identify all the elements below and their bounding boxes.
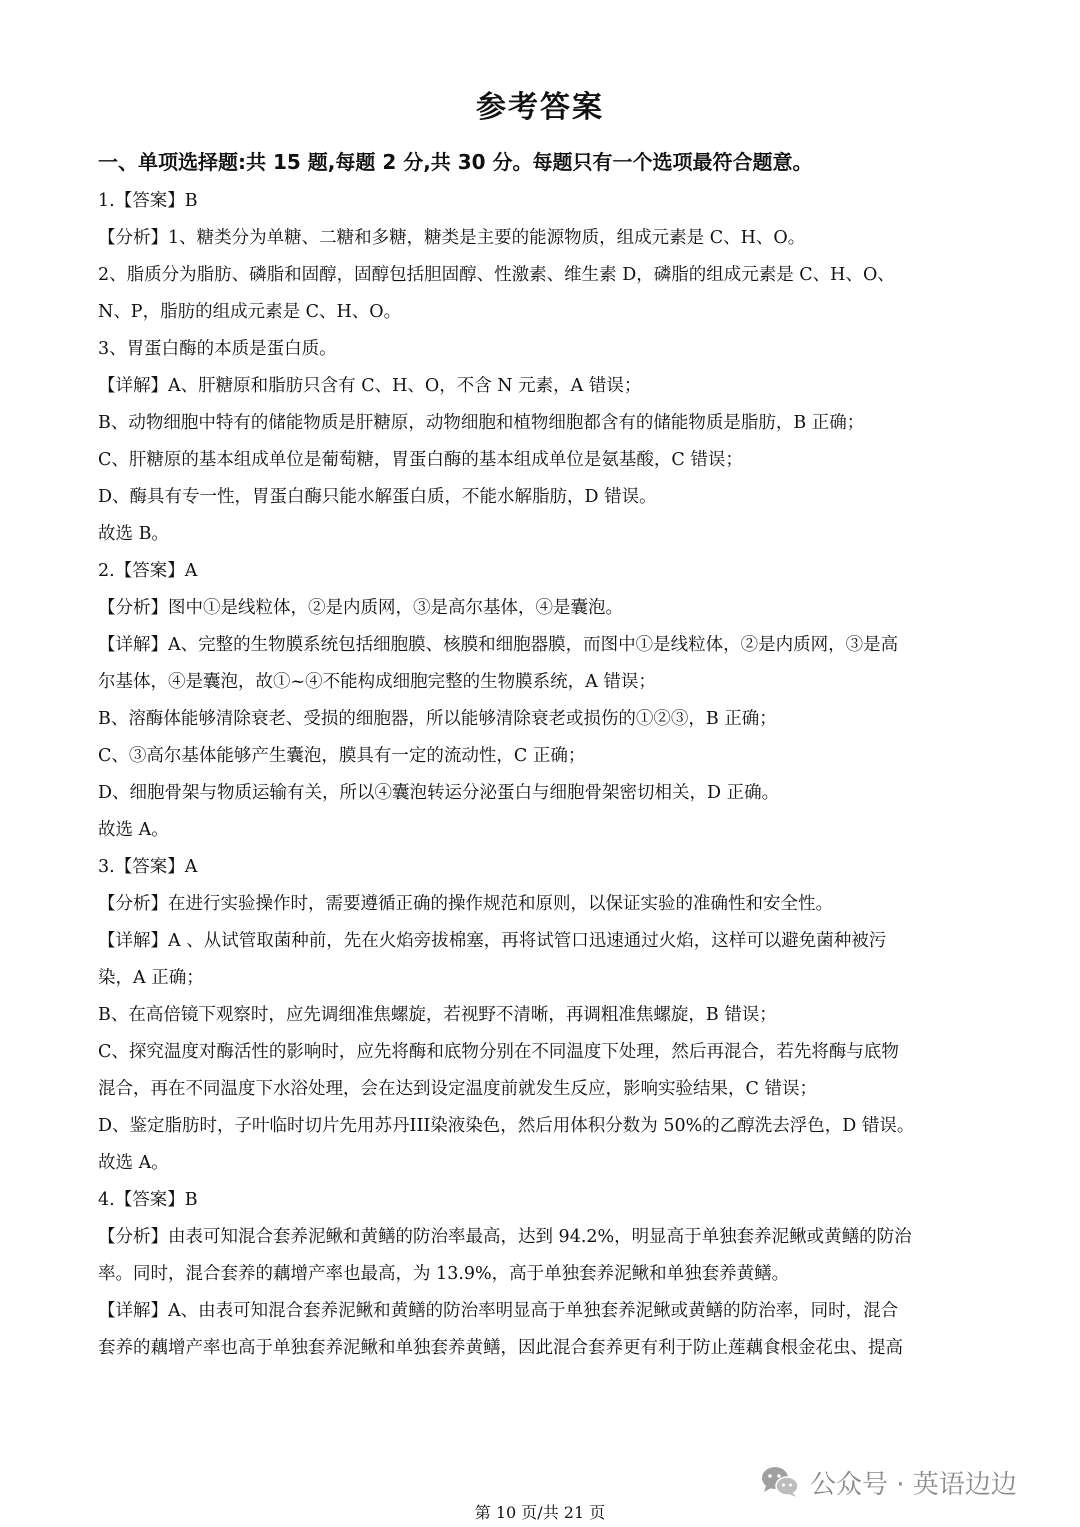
text-line: 2、脂质分为脂肪、磷脂和固醇，固醇包括胆固醇、性激素、维生素 D，磷脂的组成元素是 C、H、O、 [98, 265, 895, 285]
text-line: 3、胃蛋白酶的本质是蛋白质。 [98, 339, 337, 359]
text-line: C、探究温度对酶活性的影响时，应先将酶和底物分别在不同温度下处理，然后再混合，若先将酶与底物 [98, 1042, 899, 1062]
text-line: 混合，再在不同温度下水浴处理，会在达到设定温度前就发生反应，影响实验结果，C 错误； [98, 1079, 817, 1099]
text-line: C、③高尔基体能够产生囊泡，膜具有一定的流动性，C 正确； [98, 746, 586, 766]
text-line: 率。同时，混合套养的藕增产率也最高，为 13.9%，高于单独套养泥鳅和单独套养黄鳝。 [98, 1264, 790, 1284]
watermark-text: 公众号 · 英语边边 [810, 1469, 1017, 1500]
text-line: D、细胞骨架与物质运输有关，所以④囊泡转运分泌蛋白与细胞骨架密切相关，D 正确。 [98, 783, 780, 803]
text-line: 【分析】图中①是线粒体，②是内质网，③是高尔基体，④是囊泡。 [98, 598, 623, 618]
text-line: B、动物细胞中特有的储能物质是肝糖原，动物细胞和植物细胞都含有的储能物质是脂肪，B 正确； [98, 413, 865, 433]
text-line: B、溶酶体能够清除衰老、受损的细胞器，所以能够清除衰老或损伤的①②③，B 正确； [98, 709, 777, 729]
watermark [760, 1462, 1017, 1502]
text-line: B、在高倍镜下观察时，应先调细准焦螺旋，若视野不清晰，再调粗准焦螺旋，B 错误； [98, 1005, 777, 1025]
text-line: 【分析】在进行实验操作时，需要遵循正确的操作规范和原则，以保证实验的准确性和安全性。 [98, 894, 833, 914]
text-line: D、酶具有专一性，胃蛋白酶只能水解蛋白质，不能水解脂肪，D 错误。 [98, 487, 657, 507]
text-line: 3.【答案】A [98, 857, 198, 877]
text-line: 【分析】由表可知混合套养泥鳅和黄鳝的防治率最高，达到 94.2%，明显高于单独套养泥鳅或黄鳝的防治 [98, 1227, 912, 1247]
text-line: 故选 A。 [98, 820, 169, 840]
text-line: 2.【答案】A [98, 561, 198, 581]
text-line: C、肝糖原的基本组成单位是葡萄糖，胃蛋白酶的基本组成单位是氨基酸，C 错误； [98, 450, 743, 470]
text-line: 1.【答案】B [98, 191, 198, 211]
text-line: 【详解】A、完整的生物膜系统包括细胞膜、核膜和细胞器膜，而图中①是线粒体，②是内质网，③是高 [98, 635, 899, 655]
text-line: 【分析】1、糖类分为单糖、二糖和多糖，糖类是主要的能源物质，组成元素是 C、H、O。 [98, 228, 806, 248]
text-line: 【详解】A、肝糖原和脂肪只含有 C、H、O，不含 N 元素，A 错误； [98, 376, 642, 396]
section-heading: 一、单项选择题:共 15 题,每题 2 分,共 30 分。每题只有一个选项最符合题意。 [98, 150, 813, 174]
text-line: N、P，脂肪的组成元素是 C、H、O。 [98, 302, 402, 322]
text-line: 【详解】A、由表可知混合套养泥鳅和黄鳝的防治率明显高于单独套养泥鳅或黄鳝的防治率，同时，混合 [98, 1301, 899, 1321]
text-line: 4.【答案】B [98, 1190, 198, 1210]
page-title: 参考答案 [476, 90, 604, 125]
text-line: 染，A 正确； [98, 968, 204, 988]
text-line: 套养的藕增产率也高于单独套养泥鳅和单独套养黄鳝，因此混合套养更有利于防止莲藕食根金花虫、提高 [98, 1338, 903, 1358]
text-line: D、鉴定脂肪时，子叶临时切片先用苏丹III染液染色，然后用体积分数为 50%的乙醇洗去浮色，D 错误。 [98, 1116, 915, 1136]
text-line: 尔基体，④是囊泡，故①~④不能构成细胞完整的生物膜系统，A 错误； [98, 672, 656, 692]
text-line: 故选 A。 [98, 1153, 169, 1173]
text-line: 故选 B。 [98, 524, 169, 544]
text-line: 【详解】A 、从试管取菌种前，先在火焰旁拔棉塞，再将试管口迅速通过火焰，这样可以避免菌种被污 [98, 931, 887, 951]
wechat-icon [760, 1465, 800, 1499]
answer-text-block [98, 183, 988, 1367]
page-number: 第 10 页/共 21 页 [474, 1503, 606, 1522]
